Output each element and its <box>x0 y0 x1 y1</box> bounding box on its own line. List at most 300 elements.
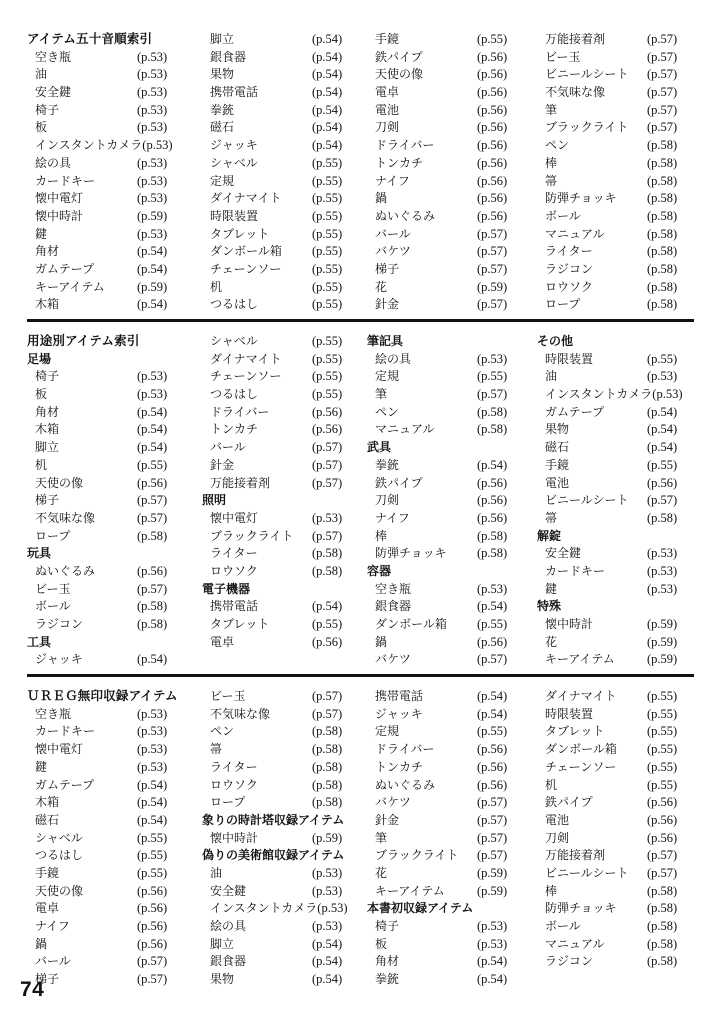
item-label: 携帯電話 <box>375 689 424 704</box>
index-item <box>27 616 202 634</box>
item-label: 筆 <box>375 830 388 845</box>
category-header <box>537 528 694 546</box>
index-item <box>27 971 202 989</box>
item-label: 電池 <box>375 102 400 117</box>
index-item <box>202 421 367 439</box>
item-label: ジャッキ <box>210 138 258 153</box>
page-ref: (p.54) <box>312 599 343 614</box>
index-item <box>537 243 694 261</box>
page-ref: (p.56) <box>647 830 678 845</box>
item-label: ガムテープ <box>35 777 95 792</box>
item-label: 手鏡 <box>35 865 60 880</box>
page-ref: (p.58) <box>477 528 508 543</box>
index-item <box>202 208 367 226</box>
item-label: シャベル <box>210 155 258 170</box>
index-item <box>537 137 694 155</box>
index-item <box>27 865 202 883</box>
item-label: 木箱 <box>35 795 60 810</box>
item-label: タブレット <box>210 617 270 631</box>
index-item <box>202 457 367 475</box>
index-item <box>537 102 694 120</box>
item-label: 絵の具 <box>210 919 247 933</box>
item-label: 拳銃 <box>375 457 400 472</box>
item-label: 鍋 <box>375 634 388 649</box>
index-item <box>202 261 367 279</box>
page-ref: (p.55) <box>312 173 343 188</box>
index-item <box>537 918 694 936</box>
item-label: 椅子 <box>375 919 400 933</box>
page-ref: (p.58) <box>647 901 678 916</box>
item-label: ぬいぐるみ <box>35 563 96 578</box>
page-ref: (p.53) <box>137 49 168 64</box>
index-column <box>537 333 694 669</box>
page-ref: (p.57) <box>477 652 508 667</box>
item-label: 解錠 <box>537 528 562 543</box>
item-label: シャベル <box>210 334 258 348</box>
item-label: 絵の具 <box>35 155 72 170</box>
item-label: つるはし <box>210 387 259 402</box>
page-ref: (p.57) <box>647 67 678 82</box>
page-ref: (p.57) <box>137 581 168 596</box>
page-ref: (p.55) <box>137 830 168 845</box>
index-item <box>27 226 202 244</box>
item-label: 銀食器 <box>210 954 247 969</box>
page-ref: (p.57) <box>477 226 508 241</box>
item-label: ナイフ <box>375 510 410 525</box>
item-label: ぬいぐるみ <box>375 208 436 223</box>
item-label: ビー玉 <box>545 49 581 64</box>
page-ref: (p.56) <box>647 812 678 827</box>
page-ref: (p.55) <box>312 334 343 348</box>
index-item <box>202 296 367 314</box>
page-ref: (p.55) <box>137 457 168 472</box>
page-ref: (p.56) <box>477 85 508 100</box>
page-ref: (p.58) <box>647 954 678 969</box>
page-ref: (p.54) <box>312 138 343 153</box>
item-label: 容器 <box>367 563 392 578</box>
page-ref: (p.53) <box>477 581 508 596</box>
index-item <box>367 243 537 261</box>
item-label: 針金 <box>210 457 235 472</box>
item-label: ライター <box>210 546 258 561</box>
item-label: ロープ <box>35 528 71 543</box>
item-label: 万能接着剤 <box>210 475 271 490</box>
index-item <box>27 883 202 901</box>
item-label: 脚立 <box>210 936 235 951</box>
index-item <box>202 243 367 261</box>
index-item <box>202 102 367 120</box>
item-label: 空き瓶 <box>35 706 72 721</box>
page-ref: (p.56) <box>477 67 508 82</box>
item-label: 懐中電灯 <box>210 510 259 525</box>
item-label: 油 <box>545 369 558 384</box>
item-label: 筆 <box>375 387 388 402</box>
index-item <box>537 723 694 741</box>
page-ref: (p.56) <box>477 759 508 774</box>
item-label: 電卓 <box>210 634 235 649</box>
index-item <box>367 759 537 777</box>
item-label: キーアイテム <box>35 279 105 294</box>
index-item <box>202 119 367 137</box>
section-usage-index <box>27 333 694 669</box>
item-label: 木箱 <box>35 422 60 437</box>
page-ref: (p.54) <box>137 404 168 419</box>
page-ref: (p.59) <box>647 634 678 649</box>
index-item <box>202 918 367 936</box>
item-label: 不気味な像 <box>210 706 271 721</box>
section-divider <box>27 319 694 322</box>
index-item <box>367 510 537 528</box>
page-ref: (p.53) <box>137 226 168 241</box>
section-divider <box>27 674 694 677</box>
item-label: 花 <box>375 865 388 880</box>
index-item <box>202 794 367 812</box>
index-item <box>202 723 367 741</box>
item-label: 角材 <box>35 404 60 419</box>
page-ref: (p.55) <box>312 191 343 206</box>
page-ref: (p.54) <box>312 67 343 82</box>
index-item <box>367 616 537 634</box>
item-label: ドライバー <box>210 404 270 419</box>
page-ref: (p.53) <box>137 742 168 757</box>
page-ref: (p.54) <box>312 49 343 64</box>
index-item <box>537 900 694 918</box>
page-ref: (p.57) <box>477 795 508 810</box>
page-ref: (p.57) <box>477 387 508 402</box>
item-label: トンカチ <box>210 422 259 437</box>
index-item <box>367 777 537 795</box>
index-item <box>367 918 537 936</box>
item-label: 花 <box>545 634 558 649</box>
index-item <box>367 137 537 155</box>
page-ref: (p.57) <box>647 32 678 46</box>
page-ref: (p.57) <box>477 297 508 312</box>
page-ref: (p.58) <box>647 191 678 206</box>
item-label: 天使の像 <box>35 883 84 898</box>
page-ref: (p.57) <box>312 689 343 704</box>
index-item <box>27 49 202 67</box>
item-label: 鍵 <box>545 581 558 596</box>
index-item <box>27 741 202 759</box>
index-item <box>202 510 367 528</box>
item-label: 拳銃 <box>375 972 400 987</box>
page-ref: (p.57) <box>647 865 678 880</box>
item-label: 机 <box>210 279 223 294</box>
item-label: マニュアル <box>545 936 605 951</box>
item-label: 照明 <box>202 493 227 508</box>
page-ref: (p.53) <box>312 865 343 880</box>
page-ref: (p.55) <box>647 777 678 792</box>
page-ref: (p.56) <box>477 102 508 117</box>
index-item <box>537 883 694 901</box>
item-label: インスタントカメラ <box>210 901 318 916</box>
index-item <box>202 279 367 297</box>
index-item <box>202 936 367 954</box>
item-label: 時限装置 <box>545 351 594 366</box>
page-ref: (p.54) <box>312 85 343 100</box>
item-label: トンカチ <box>375 155 424 170</box>
page-ref: (p.59) <box>647 617 678 631</box>
item-label: 棒 <box>545 155 558 170</box>
index-item <box>537 759 694 777</box>
page-ref: (p.55) <box>312 279 343 294</box>
item-label: 脚立 <box>210 32 235 46</box>
item-label: 油 <box>210 865 223 880</box>
page-ref: (p.55) <box>477 617 508 631</box>
page-ref: (p.55) <box>312 387 343 402</box>
page-ref: (p.54) <box>137 777 168 792</box>
item-label: 安全鍵 <box>545 546 582 561</box>
index-item <box>27 510 202 528</box>
page-ref: (p.53) <box>137 369 168 384</box>
page-ref: (p.53) <box>137 724 168 739</box>
page-ref: (p.58) <box>647 226 678 241</box>
page-ref: (p.59) <box>647 652 678 667</box>
page-ref: (p.56) <box>477 634 508 649</box>
page-ref: (p.56) <box>312 404 343 419</box>
item-label: 板 <box>35 120 48 135</box>
index-item <box>202 616 367 634</box>
item-label: ライター <box>210 759 258 774</box>
index-item <box>537 119 694 137</box>
index-column <box>537 31 694 314</box>
item-label: ドライバー <box>375 742 435 757</box>
item-label: ダイナマイト <box>210 191 282 206</box>
index-item <box>367 155 537 173</box>
page-ref: (p.57) <box>312 706 343 721</box>
item-label: 電池 <box>545 812 570 827</box>
item-label: バール <box>35 954 71 969</box>
item-label: ペン <box>545 138 570 153</box>
item-label: キーアイテム <box>375 883 445 898</box>
page-ref: (p.58) <box>312 724 343 739</box>
index-column <box>202 333 367 669</box>
item-label: 梯子 <box>375 261 400 276</box>
item-label: 鍵 <box>35 759 48 774</box>
page-ref: (p.56) <box>477 138 508 153</box>
item-label: バケツ <box>375 795 411 810</box>
index-item <box>537 651 694 669</box>
page-ref: (p.59) <box>477 883 508 898</box>
item-label: 刀剣 <box>545 830 570 845</box>
page-ref: (p.59) <box>312 830 343 845</box>
index-item <box>367 651 537 669</box>
page-ref: (p.58) <box>647 261 678 276</box>
item-label: 懐中時計 <box>545 617 594 631</box>
index-item <box>27 598 202 616</box>
index-item <box>367 830 537 848</box>
index-item <box>27 492 202 510</box>
item-label: 机 <box>545 777 558 792</box>
index-item <box>367 688 537 706</box>
page-ref: (p.57) <box>312 475 343 490</box>
item-label: バール <box>375 226 411 241</box>
index-item <box>537 351 694 369</box>
index-item <box>537 457 694 475</box>
index-item <box>537 190 694 208</box>
item-label: 刀剣 <box>375 120 400 135</box>
index-item <box>537 386 694 404</box>
index-item <box>27 368 202 386</box>
index-item <box>537 865 694 883</box>
page-ref: (p.58) <box>647 297 678 312</box>
index-item <box>537 31 694 49</box>
index-item <box>367 545 537 563</box>
item-label: ビニールシート <box>545 493 629 508</box>
page-ref: (p.55) <box>312 155 343 170</box>
index-item <box>367 66 537 84</box>
page-ref: (p.56) <box>477 493 508 508</box>
page-ref: (p.54) <box>137 440 168 455</box>
index-item <box>537 421 694 439</box>
item-label: アイテム五十音順索引 <box>27 32 153 46</box>
item-label: カードキー <box>545 563 606 578</box>
item-label: ダンボール箱 <box>210 244 282 259</box>
index-item <box>537 296 694 314</box>
page-ref: (p.55) <box>137 865 168 880</box>
index-item <box>537 953 694 971</box>
item-label: バール <box>210 440 246 455</box>
item-label: ビー玉 <box>210 689 246 704</box>
category-header <box>367 563 537 581</box>
item-label: 不気味な像 <box>35 510 96 525</box>
page-ref: (p.54) <box>477 706 508 721</box>
index-item <box>367 296 537 314</box>
item-label: 梯子 <box>35 972 60 987</box>
index-item <box>202 351 367 369</box>
index-item <box>202 49 367 67</box>
index-column <box>367 688 537 989</box>
page-ref: (p.55) <box>647 724 678 739</box>
page-ref: (p.56) <box>312 634 343 649</box>
item-label: 玩具 <box>27 546 52 561</box>
item-label: 懐中電灯 <box>35 742 84 757</box>
item-label: ペン <box>375 404 400 419</box>
item-label: 手鏡 <box>545 457 570 472</box>
item-label: 棒 <box>545 883 558 898</box>
index-item <box>27 723 202 741</box>
page-ref: (p.54) <box>647 422 678 437</box>
index-item <box>202 900 367 918</box>
item-label: ビニールシート <box>545 67 629 82</box>
section-gojuon-index <box>27 31 694 314</box>
index-item <box>367 49 537 67</box>
page-ref: (p.54) <box>477 954 508 969</box>
page-ref: (p.58) <box>647 510 678 525</box>
page-ref: (p.57) <box>477 244 508 259</box>
item-label: ダンボール箱 <box>545 742 617 757</box>
page-ref: (p.58) <box>312 546 343 561</box>
page-ref: (p.53) <box>137 85 168 100</box>
page-ref: (p.55) <box>647 759 678 774</box>
index-item <box>27 84 202 102</box>
page-ref: (p.55) <box>312 226 343 241</box>
item-label: 定規 <box>375 724 400 739</box>
item-label: 棒 <box>375 528 388 543</box>
item-label: つるはし <box>210 297 259 312</box>
page-ref: (p.57) <box>647 493 678 508</box>
item-label: ブラックライト <box>545 120 629 135</box>
item-label: 箒 <box>545 510 558 525</box>
index-item <box>27 563 202 581</box>
index-item <box>537 794 694 812</box>
index-item <box>202 545 367 563</box>
item-label: 鍵 <box>35 226 48 241</box>
page-ref: (p.57) <box>647 49 678 64</box>
index-column <box>27 31 202 314</box>
index-item <box>537 510 694 528</box>
index-column <box>27 688 202 989</box>
index-item <box>27 208 202 226</box>
index-item <box>367 421 537 439</box>
index-item <box>367 706 537 724</box>
index-item <box>367 936 537 954</box>
item-label: 鉄パイプ <box>545 795 593 810</box>
index-item <box>202 830 367 848</box>
page-ref: (p.54) <box>647 404 678 419</box>
category-header <box>202 847 367 865</box>
page-ref: (p.54) <box>477 689 508 704</box>
index-item <box>202 226 367 244</box>
item-label: ダイナマイト <box>210 351 282 366</box>
item-label: 絵の具 <box>375 351 412 366</box>
folio-page-number: 74 <box>20 978 45 1001</box>
index-item <box>367 634 537 652</box>
index-item <box>27 279 202 297</box>
index-item <box>27 173 202 191</box>
index-item <box>367 208 537 226</box>
page-ref: (p.55) <box>312 351 343 366</box>
item-label: 象りの時計塔収録アイテム <box>202 812 345 827</box>
index-item <box>202 634 367 652</box>
index-item <box>367 953 537 971</box>
page-ref: (p.53) <box>137 387 168 402</box>
item-label: ペン <box>210 724 235 739</box>
page-ref: (p.56) <box>477 510 508 525</box>
item-label: 角材 <box>375 954 400 969</box>
page-ref: (p.53) <box>317 901 348 916</box>
index-item <box>537 936 694 954</box>
index-item <box>202 777 367 795</box>
item-label: 万能接着剤 <box>545 848 606 863</box>
category-header <box>367 439 537 457</box>
index-item <box>27 953 202 971</box>
page-ref: (p.58) <box>647 138 678 153</box>
item-label: 定規 <box>210 173 235 188</box>
item-label: ロウソク <box>210 563 258 578</box>
index-item <box>367 812 537 830</box>
page-ref: (p.54) <box>477 599 508 614</box>
index-item <box>202 688 367 706</box>
page-ref: (p.56) <box>137 901 168 916</box>
page-ref: (p.54) <box>137 244 168 259</box>
category-header <box>202 812 367 830</box>
item-label: 手鏡 <box>375 32 400 46</box>
item-label: 銀食器 <box>375 599 412 614</box>
page-ref: (p.54) <box>137 812 168 827</box>
item-label: 針金 <box>375 812 400 827</box>
index-item <box>27 812 202 830</box>
item-label: 椅子 <box>35 102 60 117</box>
item-label: チェーンソー <box>545 759 617 774</box>
page-ref: (p.56) <box>477 173 508 188</box>
page-ref: (p.54) <box>137 422 168 437</box>
index-item <box>27 457 202 475</box>
page-ref: (p.58) <box>647 173 678 188</box>
index-item <box>27 651 202 669</box>
category-header <box>202 492 367 510</box>
index-item <box>537 279 694 297</box>
